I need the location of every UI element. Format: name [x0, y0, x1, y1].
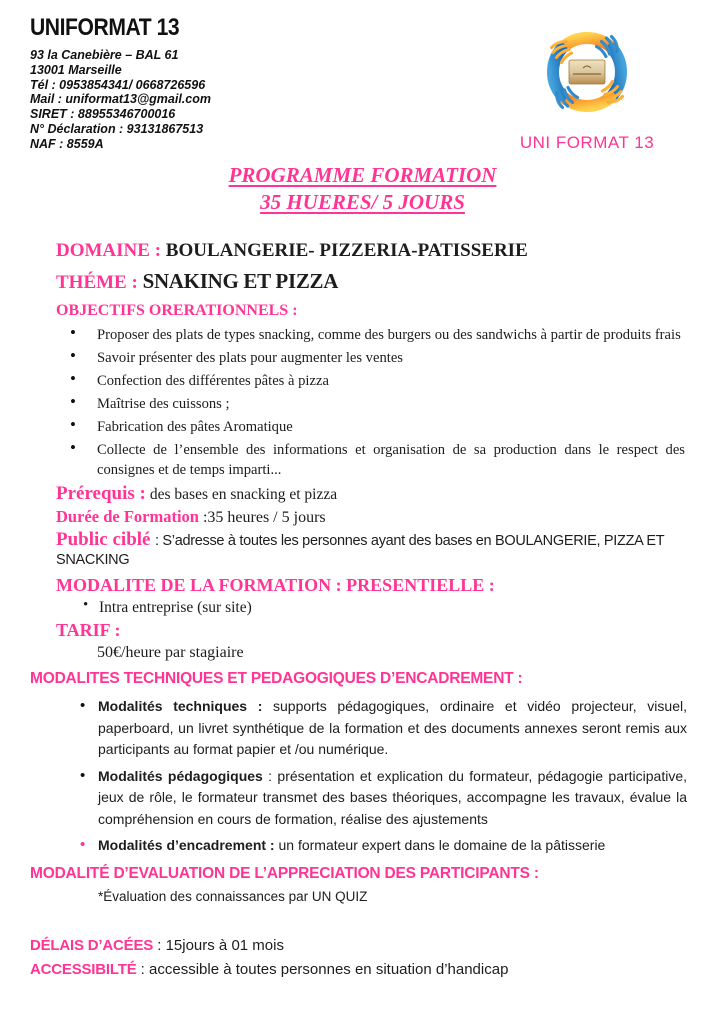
public-cible-label: Public ciblé	[56, 529, 151, 550]
company-declaration-number: N° Déclaration : 93131867513	[30, 121, 204, 136]
modalite-text: : présentation et explication du formateur, pédagogie participative, jeux de rôle, le formateur transmet des bases théoriques, accompagne les travaux, évalue la compréhension en cours de formation, réalise des ajustements	[98, 767, 688, 827]
company-naf-code: NAF : 8559A	[30, 136, 104, 151]
modalite-lead: Modalités d’encadrement :	[98, 837, 275, 853]
evaluation-heading: MODALITÉ D’EVALUATION DE L’APPRECIATION DES PARTICIPANTS :	[30, 864, 539, 882]
document-header	[0, 0, 725, 152]
company-email: Mail : uniformat13@gmail.com	[30, 92, 211, 107]
duree-row	[56, 507, 689, 527]
bullet-dot-icon: •	[70, 392, 76, 411]
list-item	[56, 348, 689, 368]
bullet-dot-icon: •	[80, 697, 86, 714]
company-info-block	[30, 14, 460, 151]
list-item	[56, 440, 689, 480]
prerequis-value: des bases en snacking et pizza	[149, 486, 338, 503]
domaine-value: BOULANGERIE- PIZZERIA-PATISSERIE	[165, 240, 528, 261]
delais-value: : 15jours à 01 mois	[157, 936, 284, 954]
modalite-formation-bullet-text: Intra entreprise (sur site)	[99, 599, 252, 616]
list-item	[56, 835, 689, 857]
duree-label: Durée de Formation	[56, 507, 199, 526]
company-name: UNIFORMAT 13	[30, 14, 180, 41]
accessibilite-label: ACCESSIBILTÉ	[30, 960, 137, 978]
theme-row	[56, 267, 689, 297]
bullet-dot-icon: •	[70, 415, 76, 434]
accessibilite-value: : accessible à toutes personnes en situation d’handicap	[140, 960, 509, 978]
domaine-label: DOMAINE :	[56, 240, 162, 261]
modalite-lead: Modalités techniques :	[98, 698, 263, 714]
prerequis-label: Prérequis :	[56, 483, 146, 504]
duree-value: :35 heures / 5 jours	[202, 509, 326, 526]
objectifs-heading: OBJECTIFS ORERATIONNELS :	[56, 302, 298, 319]
objectif-text: Fabrication des pâtes Aromatique	[97, 419, 293, 435]
delais-row	[30, 934, 689, 958]
modalite-lead: Modalités pédagogiques	[98, 767, 263, 784]
theme-label: THÉME :	[56, 272, 138, 293]
objectif-text: Collecte de l’ensemble des informations et organisation de sa production dans le respect des consignes et de temps imparti...	[97, 442, 685, 478]
objectif-text: Confection des différentes pâtes à pizza	[97, 373, 329, 389]
company-phone: Tél : 0953854341/ 0668726596	[30, 77, 206, 92]
accessibilite-row	[30, 958, 689, 982]
list-item	[56, 766, 689, 831]
objectif-text: Savoir présenter des plats pour augmenter les ventes	[97, 350, 403, 366]
bullet-dot-icon: •	[80, 836, 86, 853]
prerequis-row	[56, 483, 689, 505]
list-item	[56, 371, 689, 391]
footer-info	[30, 934, 689, 982]
objectif-text: Proposer des plats de types snacking, comme des burgers ou des sandwichs à partir de produits frais	[97, 327, 681, 343]
bullet-dot-icon: •	[70, 323, 76, 342]
list-item	[56, 325, 689, 345]
modalites-list	[56, 696, 689, 857]
list-item	[56, 394, 689, 414]
bullet-dot-icon: •	[70, 438, 76, 457]
company-siret: SIRET : 88955346700016	[30, 107, 176, 122]
objectif-text: Maîtrise des cuissons ;	[97, 396, 230, 412]
theme-value: SNAKING ET PIZZA	[142, 269, 339, 293]
objectifs-list	[56, 325, 689, 480]
list-item	[56, 696, 689, 761]
bullet-dot-icon: •	[83, 597, 89, 613]
public-cible-value: : S’adresse à toutes les personnes ayant des bases en BOULANGERIE, PIZZA ET SNACKING	[56, 533, 665, 568]
evaluation-note: *Évaluation des connaissances par UN QUIZ	[98, 888, 368, 904]
modalite-text: un formateur expert dans le domaine de la pâtisserie	[274, 837, 606, 853]
modalite-formation-heading: MODALITE DE LA FORMATION : PRESENTIELLE :	[56, 575, 495, 595]
title-line2: 35 HUERES/ 5 JOURS	[260, 190, 465, 214]
logo-wordmark: UNI FORMAT 13	[519, 133, 655, 152]
public-cible-row	[56, 529, 689, 569]
hands-circle-logo-icon	[517, 22, 657, 126]
domaine-row	[56, 238, 689, 264]
company-address-line2: 13001 Marseille	[30, 62, 122, 77]
company-address-line1: 93 la Canebière – BAL 61	[30, 48, 179, 62]
title-line1: PROGRAMME FORMATION	[228, 163, 497, 187]
tarif-value: 50€/heure par stagiaire	[97, 644, 244, 661]
document-body	[0, 238, 725, 982]
document-title	[0, 162, 725, 216]
bullet-dot-icon: •	[70, 369, 76, 388]
modalite-text: supports pédagogiques, ordinaire et vidéo projecteur, visuel, paperboard, un livret synthétique de la formation et des documents annexes seront remis aux participants au format papier et /ou numérique.	[98, 698, 687, 757]
bullet-dot-icon: •	[70, 346, 76, 365]
list-item	[56, 417, 689, 437]
modalites-encadrement-heading: MODALITES TECHNIQUES ET PEDAGOGIQUES D’ENCADREMENT :	[30, 670, 523, 687]
company-logo	[507, 14, 667, 152]
bullet-dot-icon: •	[80, 766, 86, 784]
modalite-formation-bullet	[56, 599, 689, 617]
tarif-heading: TARIF :	[56, 620, 121, 640]
delais-label: DÉLAIS D’ACÉES	[30, 936, 154, 954]
